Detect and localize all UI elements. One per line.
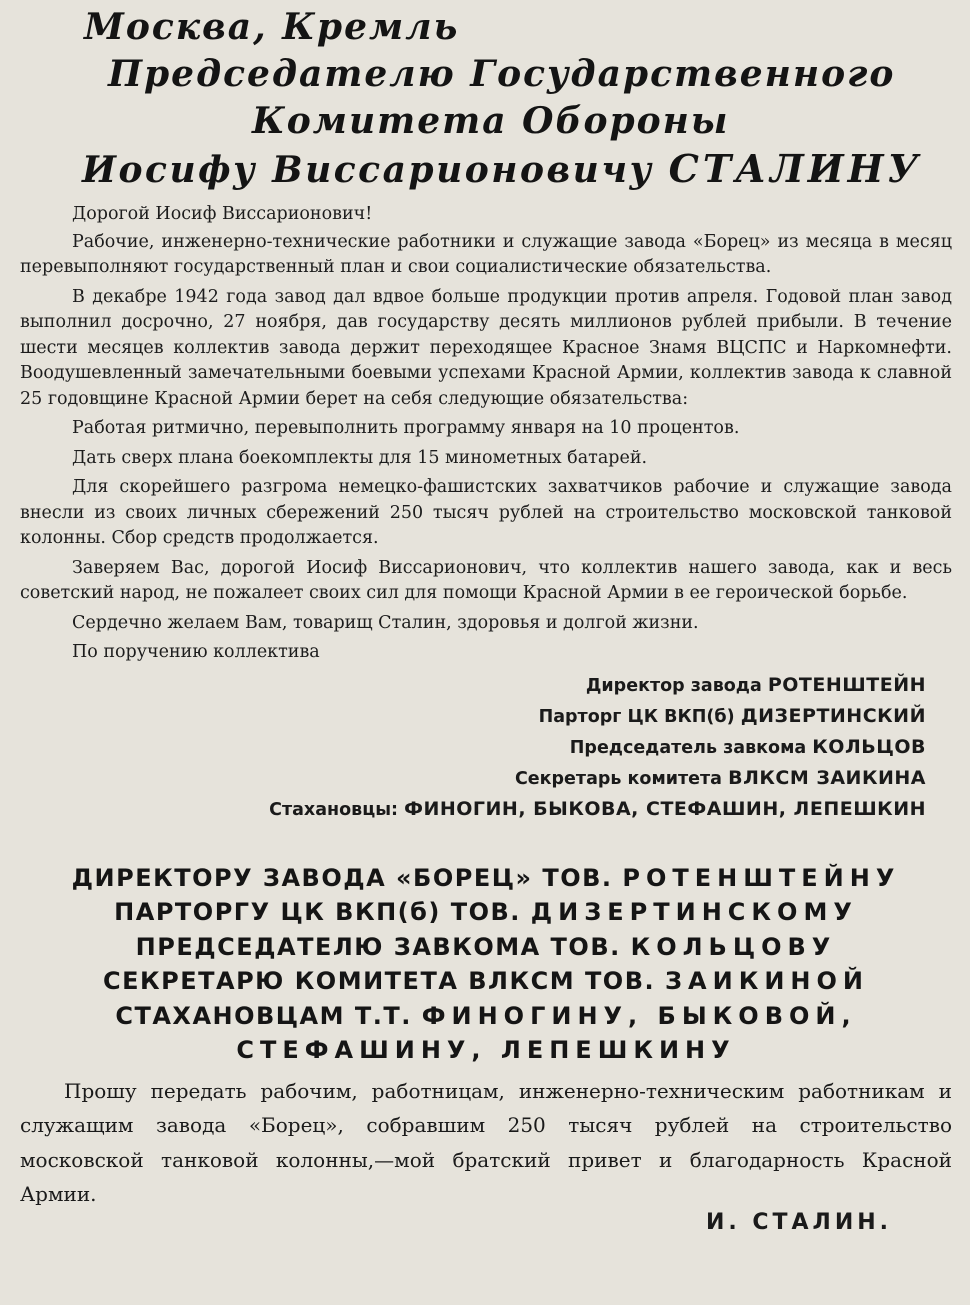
letter-body [20, 202, 952, 666]
reply-address-line [20, 895, 952, 930]
letter-paragraph-8: По поручению коллектива [72, 642, 320, 662]
heading-line-4-name: Иосифу Виссарионовичу [82, 149, 669, 191]
reply-address-line [20, 861, 952, 896]
signature-name: ФИНОГИН, БЫКОВА, СТЕФАШИН, ЛЕПЕШКИН [404, 797, 926, 820]
reply-address-text: ДИРЕКТОРУ ЗАВОДА «БОРЕЦ» ТОВ. [71, 863, 623, 892]
signature-name: РОТЕНШТЕЙН [767, 673, 926, 696]
reply-body: Прошу передать рабочим, работницам, инженерно-техническим работникам и служащим завода «Борец», собравшим 250 тысяч рублей на строительство московской танковой колонны,—мой братский привет и благодарность Красной Армии. [20, 1078, 952, 1206]
signature-title: Председатель завкома [569, 737, 807, 758]
heading-line-4-surname: СТАЛИНУ [668, 146, 923, 191]
signature-name: ВЛКСМ ЗАИКИНА [728, 766, 926, 789]
reply-address-name: КОЛЬЦОВУ [630, 932, 837, 961]
signature-row [20, 794, 926, 825]
signature-title: Директор завода [585, 675, 762, 696]
signature-row [20, 701, 926, 732]
letter-paragraph-7: Сердечно желаем Вам, товарищ Сталин, здоровья и долгой жизни. [72, 612, 699, 633]
signature-title: Стахановцы: [269, 799, 399, 820]
reply-address-text: СТАХАНОВЦАМ Т.Т. [115, 1001, 422, 1030]
reply-address-text: ПРЕДСЕДАТЕЛЮ ЗАВКОМА ТОВ. [135, 932, 631, 961]
letter-salutation: Дорогой Иосиф Виссарионович! [72, 204, 373, 224]
letter-paragraph-6: Заверяем Вас, дорогой Иосиф Виссарионович, что коллектив нашего завода, как и весь советский народ, не пожалеет своих сил для помощи Красной Армии в ее героической борьбе. [20, 557, 952, 603]
reply-address-text: ПАРТОРГУ ЦК ВКП(б) ТОВ. [114, 898, 531, 926]
reply-address-line [20, 930, 952, 965]
signature-block [20, 670, 952, 825]
heading-line-2: Председателю Государственного [108, 53, 896, 95]
reply-address-line: СТЕФАШИНУ, ЛЕПЕШКИНУ [236, 1036, 736, 1064]
signature-row [20, 732, 926, 763]
letter-paragraph-2: В декабре 1942 года завод дал вдвое больше продукции против апреля. Годовой план завод выполнил досрочно, 27 ноября, дав государству десять миллионов рублей прибыли. В течение шести месяцев коллектив завода держит переходящее Красное Знамя ВЦСПС и Наркомнефти. Воодушевленный замечательными боевыми успехами Красной Армии, коллектив завода к славной 25 годовщине Красной Армии берет на себя следующие обязательства: [20, 286, 952, 409]
reply-address-name: ЗАИКИНОЙ [664, 967, 869, 995]
reply-address-name: РОТЕНШТЕЙНУ [622, 863, 901, 892]
letter-paragraph-4: Дать сверх плана боекомплекты для 15 минометных батарей. [72, 447, 648, 468]
signature-title: Парторг ЦК ВКП(б) [538, 706, 735, 727]
reply-address-line [20, 999, 952, 1034]
letter-paragraph-3: Работая ритмично, перевыполнить программу января на 10 процентов. [72, 418, 740, 438]
reply-signature: И. СТАЛИН. [705, 1209, 892, 1235]
address-heading [20, 4, 952, 194]
reply-address-name: ФИНОГИНУ, БЫКОВОЙ, [421, 1001, 857, 1030]
heading-line-3: Комитета Обороны [252, 100, 730, 142]
reply-address-text: СЕКРЕТАРЮ КОМИТЕТА ВЛКСМ ТОВ. [103, 967, 665, 995]
signature-row [20, 763, 926, 794]
heading-line-1: Москва, Кремль [84, 6, 460, 48]
heading-line-4 [20, 145, 952, 194]
signature-name: КОЛЬЦОВ [812, 735, 926, 758]
reply-address-heading [20, 861, 952, 1068]
reply-address-line [20, 964, 952, 999]
signature-name: ДИЗЕРТИНСКИЙ [740, 704, 926, 727]
reply-address-name: ДИЗЕРТИНСКОМУ [530, 898, 858, 926]
signature-title: Секретарь комитета [514, 768, 722, 789]
letter-paragraph-5: Для скорейшего разгрома немецко-фашистских захватчиков рабочие и служащие завода внесли из своих личных сбережений 250 тысяч рублей на строительство московской танковой колонны. Сбор средств продолжается. [20, 477, 952, 548]
letter-paragraph-1: Рабочие, инженерно-технические работники и служащие завода «Борец» из месяца в месяц перевыполняют государственный план и свои социалистические обязательства. [20, 231, 952, 277]
signature-row [20, 670, 926, 701]
